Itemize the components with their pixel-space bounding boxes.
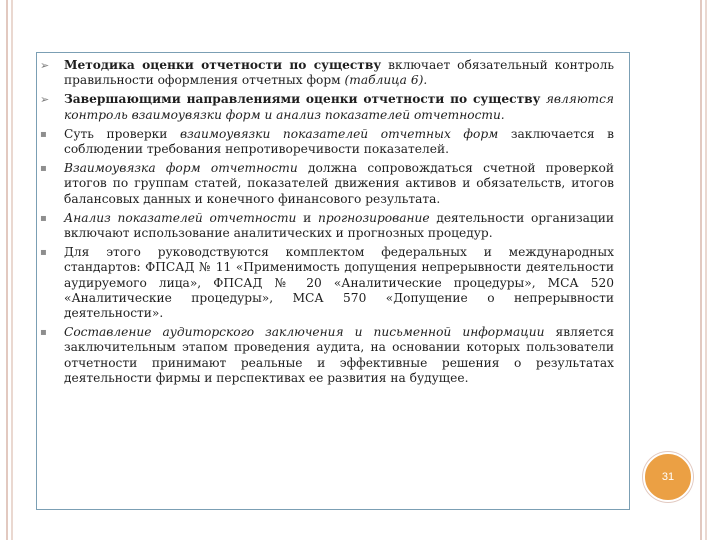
italic-text: являются контроль взаимоувязки форм и анализ показателей отчетности. <box>64 92 615 122</box>
list-item <box>40 211 614 241</box>
right-rail-line <box>700 0 702 540</box>
list-item <box>40 325 614 386</box>
list-item-text <box>64 58 614 88</box>
plain-text: является заключительным этапом проведения аудита, на основании которых пользователи отчетности принимают реальные и эффективные решения о результатах деятельности фирмы и перспективах ее развития на будущее. <box>64 325 615 385</box>
list-item <box>40 127 614 157</box>
list-item-text <box>64 92 614 122</box>
arrow-bullet-icon: ➢ <box>40 93 50 107</box>
left-rail-line <box>6 0 8 540</box>
list-item <box>40 58 614 88</box>
italic-text: взаимоувязки показателей отчетных форм <box>179 126 499 141</box>
square-bullet-icon: ▪ <box>40 327 47 339</box>
plain-text: заключается в соблюдении требования непротиворечивости показателей. <box>64 126 614 157</box>
page-number-badge: 31 <box>643 452 693 502</box>
plain-text: Суть проверки <box>64 126 180 141</box>
italic-text: (таблица 6). <box>344 73 428 88</box>
square-bullet-icon: ▪ <box>40 212 47 224</box>
list-item-text <box>64 211 614 241</box>
square-bullet-icon: ▪ <box>40 128 47 140</box>
italic-text: Взаимоувязка форм отчетности <box>64 161 298 176</box>
italic-text: Анализ показателей отчетности <box>64 210 297 225</box>
right-rail-line-inner <box>705 0 707 540</box>
square-bullet-icon: ▪ <box>40 247 47 259</box>
plain-text: и <box>296 210 318 225</box>
list-item-text <box>64 245 614 321</box>
arrow-bullet-icon: ➢ <box>40 59 50 72</box>
italic-text: прогнозирование <box>317 210 430 225</box>
square-bullet-icon: ▪ <box>40 163 47 175</box>
list-item-text <box>64 127 614 157</box>
list-item-text <box>64 325 614 386</box>
bullet-list <box>40 58 614 390</box>
plain-text: включает обязательный контроль правильности оформления отчетных форм <box>64 58 614 88</box>
plain-text: должна сопровождаться счетной проверкой итогов по группам статей, показателей движения активов и обязательств, итогов балансовых данных и конечного финансового результата. <box>64 161 614 206</box>
list-item-text <box>64 161 614 207</box>
list-item <box>40 161 614 207</box>
list-item <box>40 92 614 122</box>
bold-text: Завершающими направлениями оценки отчетности по существу <box>64 92 541 107</box>
left-rail-line-inner <box>11 0 13 540</box>
plain-text: Для этого руководствуются комплектом федеральных и международных стандартов: ФПСАД № 11 «Применимость допущения непрерывности деятельности аудируемого лица», ФПСАД № 20 «Аналитические процедуры», МСА 520 «Аналитические процедуры», МСА 570 «Допущение о непрерывности деятельности». <box>64 245 614 321</box>
italic-text: Составление аудиторского заключения и письменной информации <box>64 325 545 340</box>
bold-text: Методика оценки отчетности по существу <box>64 58 382 72</box>
plain-text: деятельности организации включают использование аналитических и прогнозных процедур. <box>64 210 615 241</box>
list-item <box>40 245 614 321</box>
